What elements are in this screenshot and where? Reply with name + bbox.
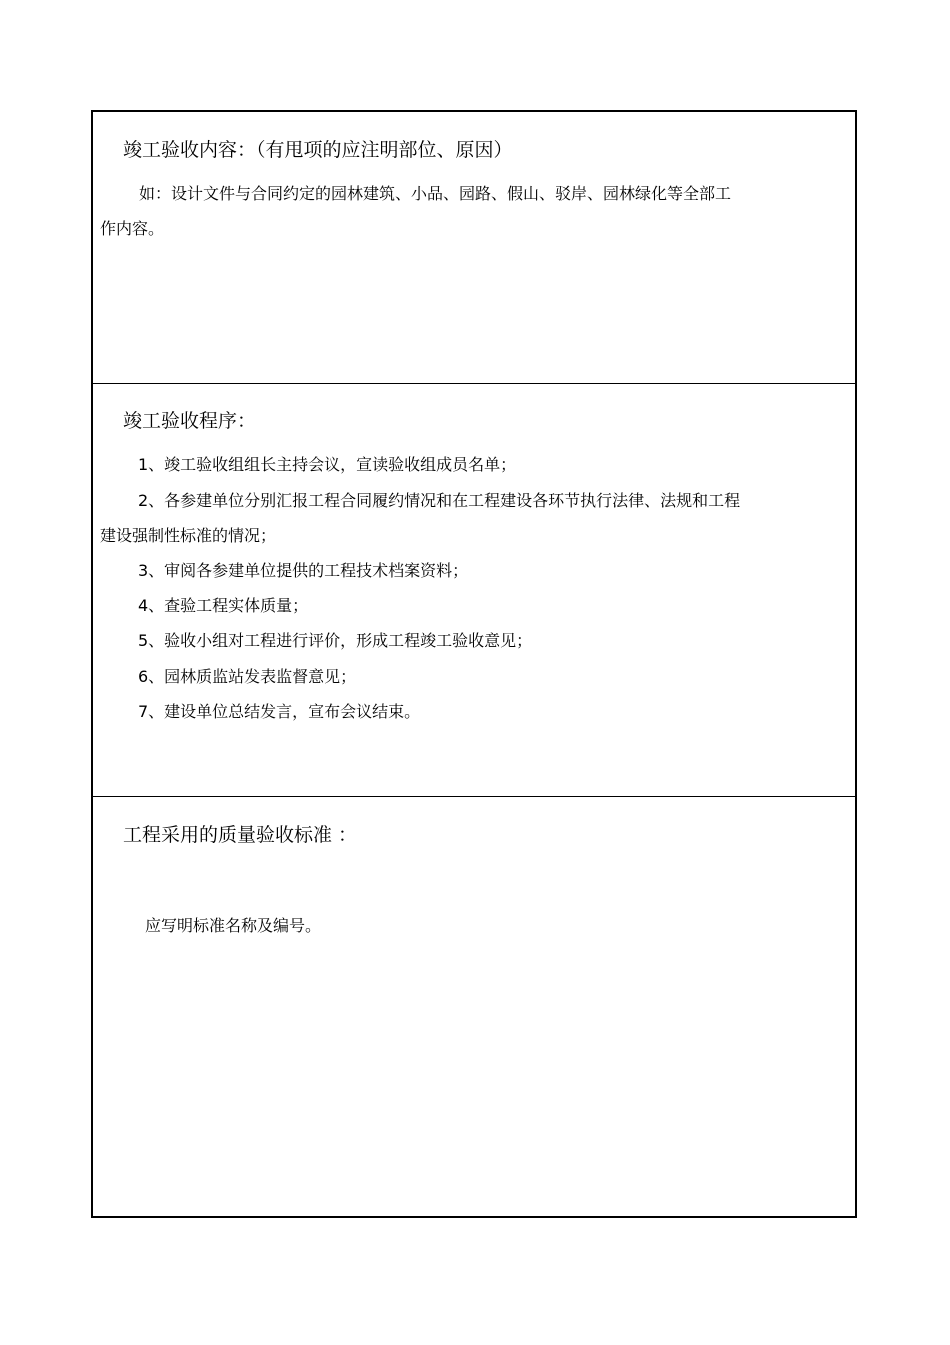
example-line-2: 作内容。 — [100, 219, 165, 238]
procedure-step-6: 6、园林质监站发表监督意见； — [138, 667, 357, 686]
quality-standards-section — [93, 797, 855, 1216]
acceptance-procedure-section — [93, 384, 855, 797]
quality-standards-heading: 工程采用的质量验收标准 ： — [123, 824, 358, 846]
acceptance-form-table — [91, 110, 857, 1218]
acceptance-procedure-heading: 竣工验收程序： — [123, 410, 257, 432]
acceptance-content-section — [93, 112, 855, 384]
quality-standards-note: 应写明标准名称及编号。 — [145, 916, 322, 935]
example-line-1: 如：设计文件与合同约定的园林建筑、小品、园路、假山、驳岸、园林绿化等全部工 — [139, 184, 732, 203]
procedure-step-7: 7、建设单位总结发言，宣布会议结束。 — [138, 702, 421, 721]
procedure-step-3: 3、审阅各参建单位提供的工程技术档案资料； — [138, 561, 469, 580]
procedure-step-2: 2、各参建单位分别汇报工程合同履约情况和在工程建设各环节执行法律、法规和工程 — [138, 491, 741, 510]
procedure-step-5: 5、验收小组对工程进行评价，形成工程竣工验收意见； — [138, 631, 533, 650]
acceptance-content-example — [100, 176, 812, 246]
procedure-step-2-continuation: 建设强制性标准的情况； — [100, 526, 277, 545]
procedure-step-1: 1、竣工验收组组长主持会议，宣读验收组成员名单； — [138, 455, 517, 474]
acceptance-content-heading: 竣工验收内容：（有甩项的应注明部位、原因） — [123, 139, 513, 161]
procedure-step-4: 4、查验工程实体质量； — [138, 596, 309, 615]
